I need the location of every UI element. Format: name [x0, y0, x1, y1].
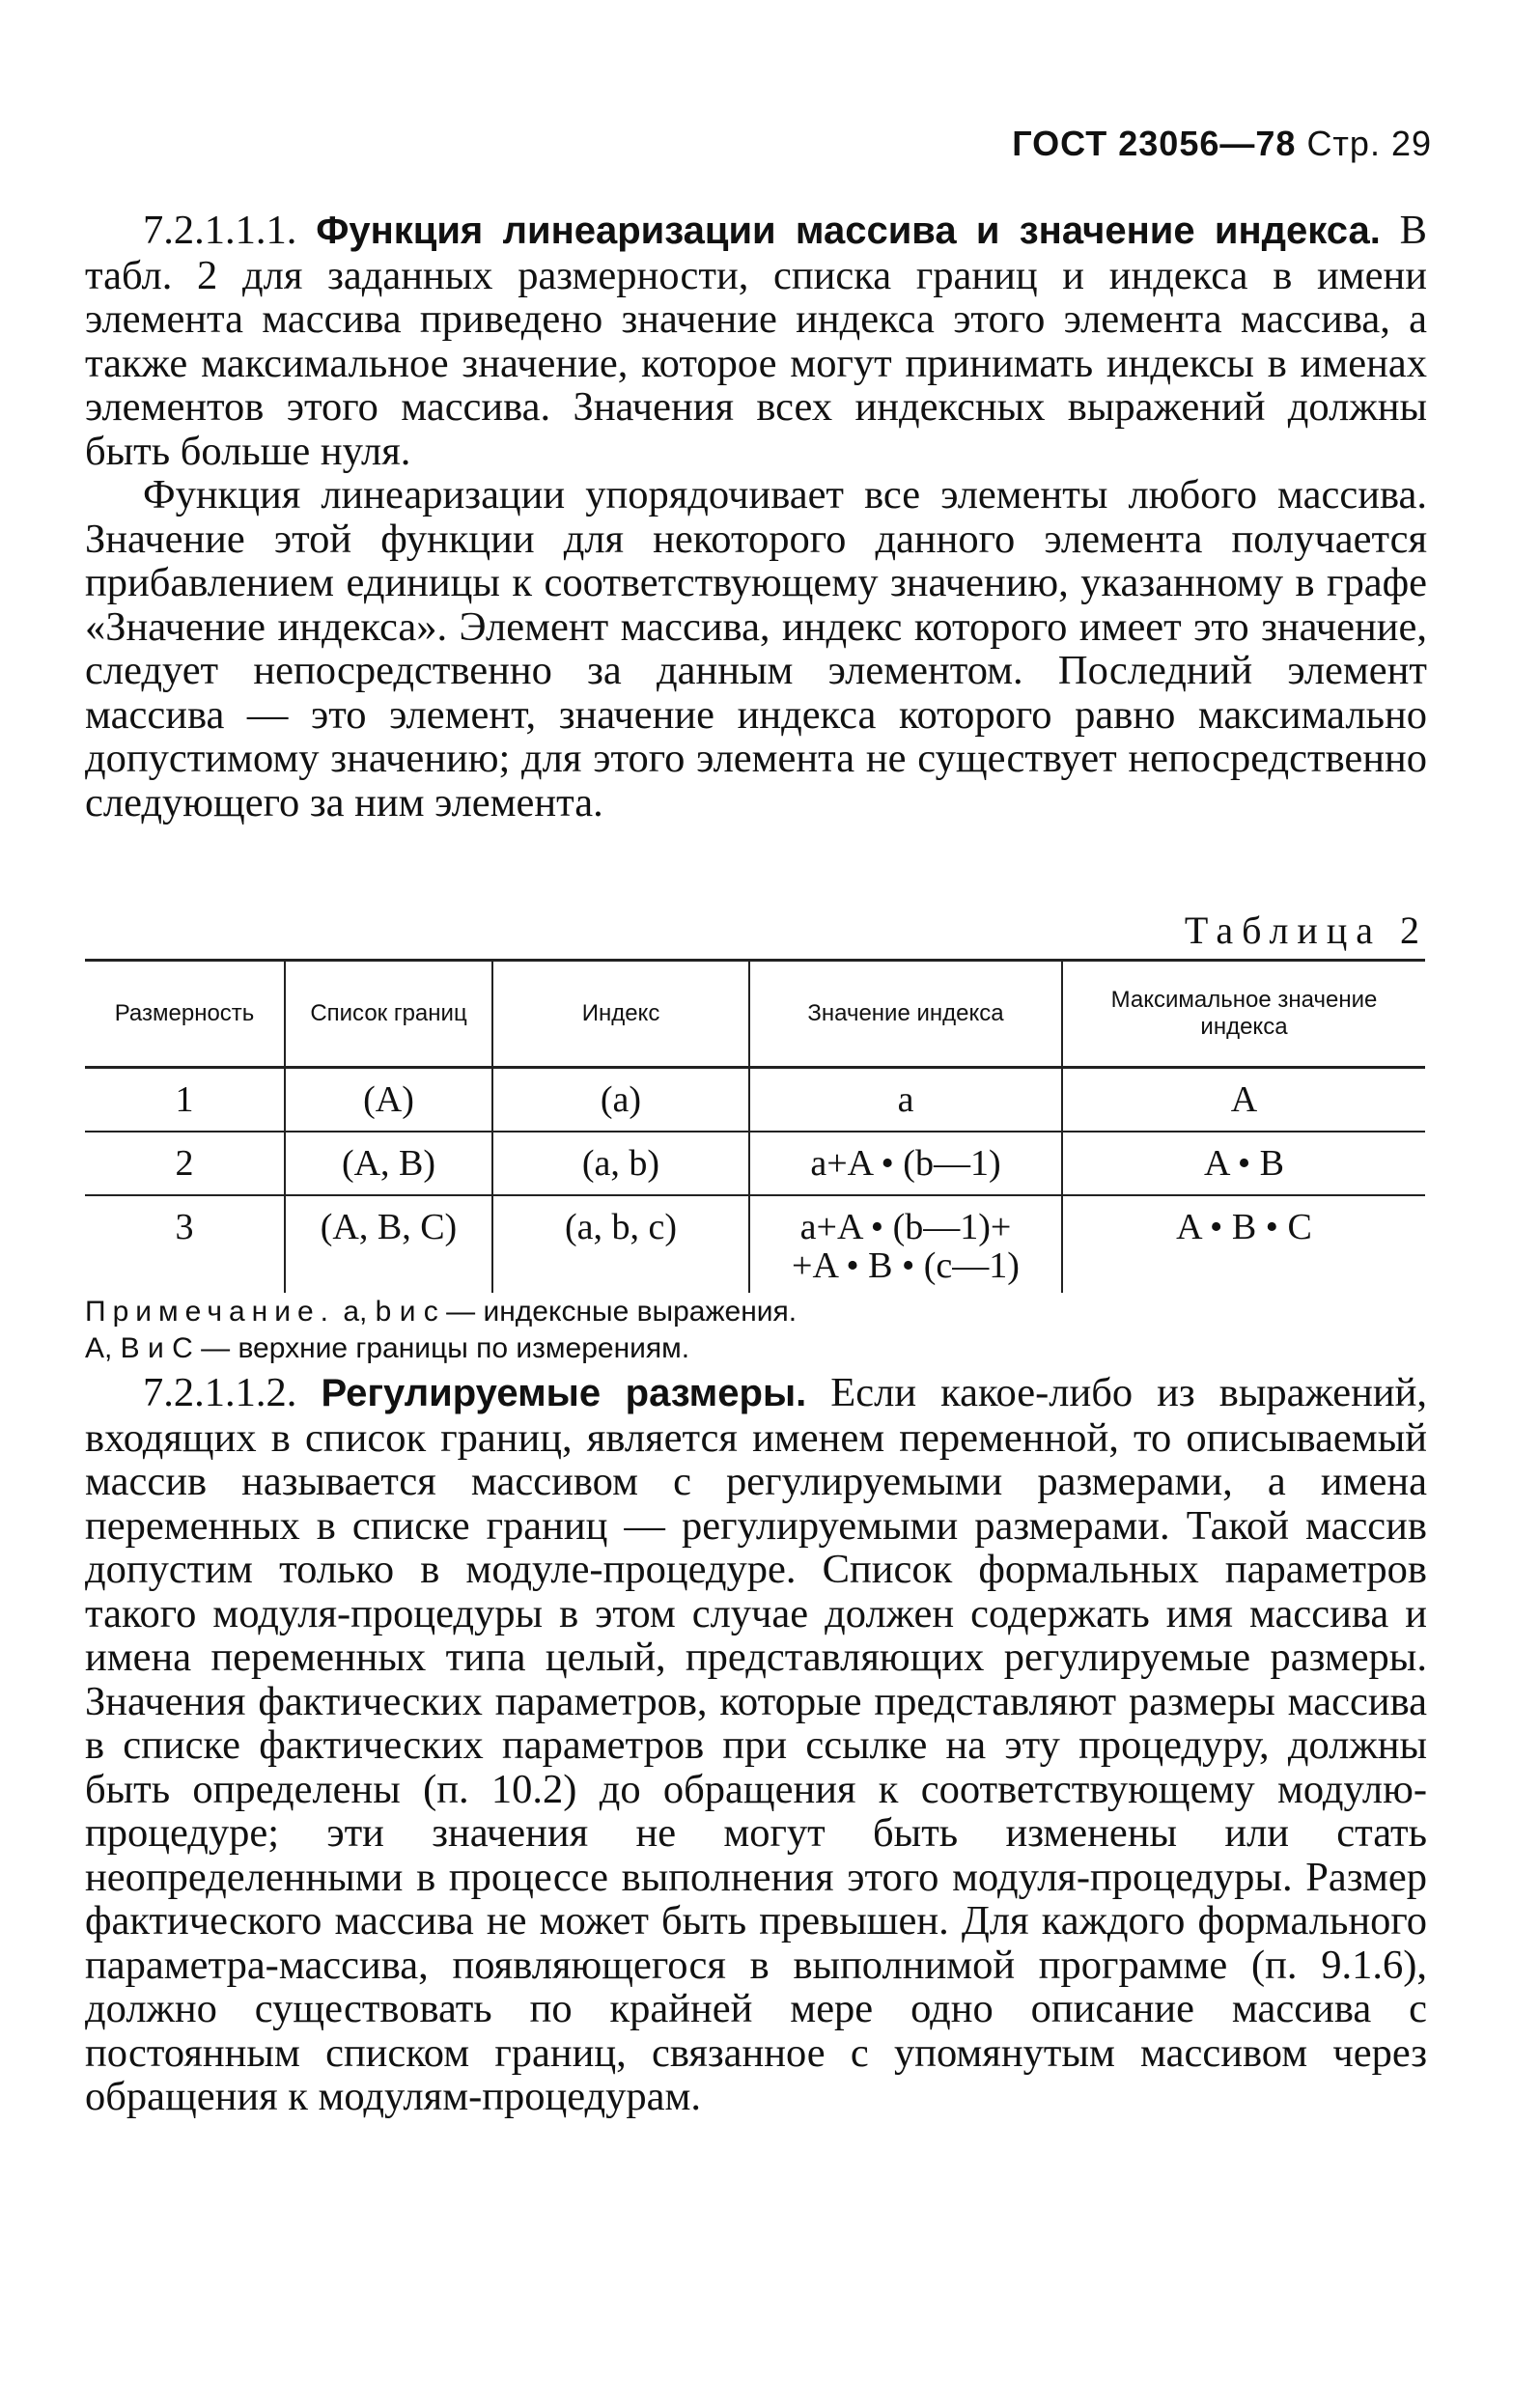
cell-index: (a, b, c)	[492, 1195, 749, 1293]
cell-index-value: a	[749, 1068, 1062, 1133]
section-1-text-1: В табл. 2 для заданных размерности, списка границ и индекса в имени элемента массива приведено значение индекса этого элемента массива, а также максимальное значение, которое могут принимать индексы в именах элементов этого массива. Значения всех индексных выражений должны быть больше нуля.	[85, 208, 1428, 474]
index-table	[85, 959, 1425, 1293]
note-text-1: a, b и c — индексные выражения.	[343, 1296, 798, 1328]
section-1-number: 7.2.1.1.1.	[143, 208, 297, 253]
table-header-row	[85, 961, 1425, 1068]
section-1-title: Функция линеаризации массива и значение индекса.	[316, 210, 1381, 252]
cell-index: (a, b)	[492, 1132, 749, 1195]
note-text-2: A, B и C — верхние границы по измерениям.	[85, 1332, 690, 1364]
table-caption: Таблица 2	[1184, 909, 1428, 952]
section-2-title: Регулируемые размеры.	[321, 1372, 807, 1414]
cell-dimension: 2	[85, 1132, 285, 1195]
cell-index: (a)	[492, 1068, 749, 1133]
cell-max-index-value: A	[1062, 1068, 1425, 1133]
cell-max-index-value: A • B	[1062, 1132, 1425, 1195]
section-1-paragraph-2	[85, 473, 1427, 825]
cell-max-index-value: A • B • C	[1062, 1195, 1425, 1293]
header-dimension: Размерность	[85, 961, 285, 1068]
section-2-text: Если какое-либо из выражений, входящих в список границ, является именем переменной, то описываемый массив называется массивом с регулируемыми размерами, а имена переменных в списке границ — регулируемыми размерами. Такой массив допустим только в модуле-процедуре. Список формальных параметров такого модуля-процедуры в этом случае должен содержать имя массива и имена переменных типа целый, представляющих регулируемые размеры. Значения фактических параметров, которые представляют размеры массива в списке фактических параметров при ссылке на эту процедуру, должны быть определены (п. 10.2) до обращения к соответствующему модулю-процедуре; эти значения не могут быть изменены или стать неопределенными в процессе выполнения этого модуля-процедуры. Размер фактического массива не может быть превышен. Для каждого формального параметра-массива, появляющегося в выполнимой программе (п. 9.1.6), должно существовать по крайней мере одно описание массива с постоянным списком границ, связанное с упомянутым массивом через обращения к модулям-процедурам.	[85, 1370, 1428, 2119]
cell-index-value: a+A • (b—1)+ +A • B • (c—1)	[749, 1195, 1062, 1293]
page-header	[1012, 124, 1432, 164]
cell-bounds-list: (A, B)	[285, 1132, 492, 1195]
section-1-text-2: Функция линеаризации упорядочивает все элементы любого массива. Значение этой функции для некоторого данного элемента получается прибавлением единицы к соответствующему значению, указанному в графе «Значение индекса». Элемент массива, индекс которого имеет это значение, следует непосредственно за данным элементом. Последний элемент массива — это элемент, значение индекса которого равно максимально допустимому значению; для этого элемента не существует непосредственно следующего за ним элемента.	[85, 472, 1427, 825]
document-code: ГОСТ 23056—78	[1012, 124, 1297, 163]
section-1-paragraph-1	[85, 209, 1427, 473]
header-max-index-value: Максимальное значение индекса	[1062, 961, 1425, 1068]
table-row	[85, 1195, 1425, 1293]
cell-dimension: 3	[175, 1207, 194, 1247]
table-row	[85, 1132, 1425, 1195]
cell-index-value: a+A • (b—1)	[749, 1132, 1062, 1195]
header-index: Индекс	[492, 961, 749, 1068]
section-2-paragraph	[85, 1371, 1427, 2119]
cell-bounds-list: (A)	[285, 1068, 492, 1133]
cell-bounds-list: (A, B, C)	[285, 1195, 492, 1293]
note-label: Примечание.	[85, 1296, 335, 1328]
page-number: Стр. 29	[1306, 124, 1432, 163]
cell-dimension: 1	[85, 1068, 285, 1133]
table-note	[85, 1294, 1427, 1367]
note-line-1	[85, 1294, 1427, 1330]
section-2-number: 7.2.1.1.2.	[143, 1370, 297, 1415]
header-index-value: Значение индекса	[749, 961, 1062, 1068]
table-row	[85, 1068, 1425, 1133]
header-bounds-list: Список границ	[285, 961, 492, 1068]
